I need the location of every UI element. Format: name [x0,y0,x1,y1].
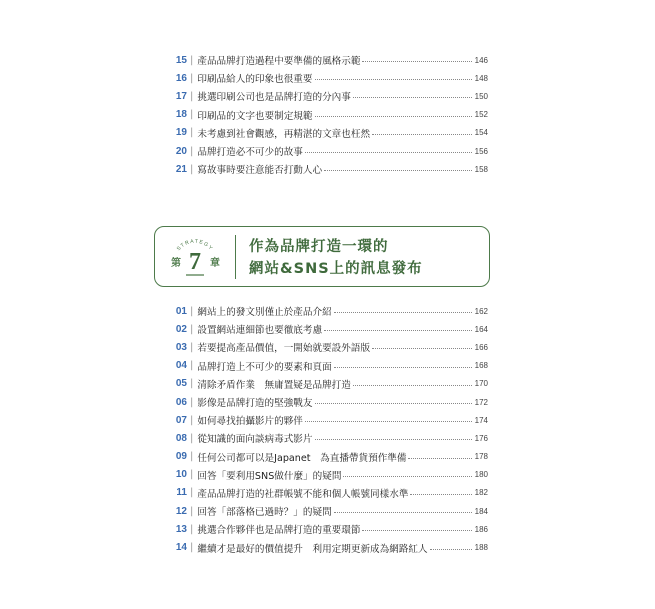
toc-entry-title: 如何尋找拍攝影片的夥伴 [197,416,303,428]
toc-entry-title: 品牌打造必不可少的故事 [197,147,303,159]
toc-entry-page: 154 [474,128,488,138]
toc-entry-divider: | [190,145,194,157]
toc-entry[interactable] [170,538,488,556]
toc-entry-number: 06 [175,396,187,408]
toc-entry-title: 回答「要利用SNS做什麼」的疑問 [197,470,342,482]
toc-entry-title: 影像是品牌打造的堅強戰友 [197,398,313,410]
toc-entry-number: 19 [175,127,187,139]
toc-entry-leader [305,152,472,153]
toc-entry-title: 回答「部落格已過時？」的疑問 [197,507,332,519]
toc-entry-title: 挑選印刷公司也是品牌打造的分內事 [197,92,351,104]
toc-entry-leader [410,494,472,495]
toc-entry[interactable] [170,484,488,502]
toc-entry-divider: | [190,523,194,535]
toc-entry-title: 若要提高產品價值，一開始就要設外語版 [197,343,371,355]
toc-entry-page: 182 [474,488,488,498]
toc-entry-divider: | [190,432,194,444]
toc-entry[interactable] [170,357,488,375]
chapter-strategy-label: STRATEGY [175,238,215,253]
toc-entry-page: 156 [474,146,488,156]
chapter-suffix: 章 [210,258,220,269]
toc-entry-title: 未考慮到社會觀感，再精湛的文章也枉然 [197,128,371,140]
toc-entry-divider: | [190,305,194,317]
toc-entry-leader [408,458,472,459]
toc-entry-page: 146 [474,55,488,65]
toc-entry-number: 04 [175,360,187,372]
toc-entry[interactable] [170,502,488,520]
toc-entry-page: 184 [474,506,488,516]
toc-entry-divider: | [190,360,194,372]
toc-entry-number: 02 [175,323,187,335]
toc-entry-divider: | [190,72,194,84]
toc-entry-leader [315,439,473,440]
toc-entry-divider: | [190,396,194,408]
chapter-prefix: 第 [171,258,181,269]
chapter-badge-graphic [155,227,235,287]
toc-entry-page: 176 [474,433,488,443]
toc-entry-number: 14 [175,542,187,554]
toc-entry-number: 11 [176,487,187,499]
toc-entry[interactable] [170,393,488,411]
toc-entry[interactable] [170,520,488,538]
toc-entry-leader [430,549,472,550]
toc-entry[interactable] [170,338,488,356]
toc-entry-leader [372,134,472,135]
chapter-header [154,226,490,287]
toc-entry-number: 01 [175,305,187,317]
toc-entry-title: 寫故事時要注意能否打動人心 [197,165,323,177]
toc-entry-leader [362,61,472,62]
toc-entry[interactable] [170,320,488,338]
toc-entry-divider: | [190,451,194,463]
toc-entry[interactable] [170,160,488,178]
toc-entry[interactable] [170,87,488,105]
toc-entry-divider: | [190,414,194,426]
toc-entry-page: 158 [474,164,488,174]
toc-entry-leader [324,170,472,171]
toc-entry-number: 08 [175,432,187,444]
chapter-badge [155,227,235,287]
toc-entry-title: 設置網站連細節也要徹底考慮 [197,325,323,337]
toc-entry-page: 168 [474,361,488,371]
toc-entry-number: 17 [175,90,187,102]
toc-entry-number: 03 [175,341,187,353]
toc-entry-title: 任何公司都可以是Japanet 為直播帶貨預作準備 [197,452,407,464]
toc-entry-leader [334,367,472,368]
toc-entry[interactable] [170,69,488,87]
toc-entry-page: 162 [474,306,488,316]
toc-entry-title: 繼續才是最好的價值提升 利用定期更新成為網路紅人 [197,543,428,555]
toc-entry-number: 07 [175,414,187,426]
toc-entry-page: 178 [474,452,488,462]
toc-entry-title: 挑選合作夥伴也是品牌打造的重要環節 [197,525,361,537]
toc-entry[interactable] [170,466,488,484]
toc-entry-divider: | [190,163,194,175]
toc-entry[interactable] [170,375,488,393]
toc-entry-divider: | [190,378,194,390]
toc-entry[interactable] [170,448,488,466]
toc-entry-divider: | [190,487,194,499]
toc-entry-page: 172 [474,397,488,407]
chapter-title-line1: 作為品牌打造一環的 [249,239,389,255]
toc-entry-leader [362,530,472,531]
toc-entry-divider: | [190,323,194,335]
toc-entry-leader [315,403,473,404]
toc-entry-number: 18 [175,109,187,121]
toc-entry-page: 166 [474,342,488,352]
toc-entry-title: 從知識的面向談病毒式影片 [197,434,313,446]
toc-entry-number: 05 [175,378,187,390]
toc-entry-page: 148 [474,73,488,83]
toc-entry-leader [334,512,472,513]
chapter-title [249,236,423,280]
toc-entry-divider: | [190,341,194,353]
toc-entry[interactable] [170,51,488,69]
toc-entry-leader [353,97,472,98]
toc-entry-page: 186 [474,524,488,534]
toc-entry-number: 16 [175,72,187,84]
toc-entry-leader [315,79,473,80]
toc-entry-divider: | [190,469,194,481]
toc-list-top [170,51,488,178]
toc-entry-title: 網站上的發文別僅止於產品介紹 [197,307,332,319]
toc-entry-leader [343,476,472,477]
toc-entry-title: 產品品牌打造的社群帳號不能和個人帳號同樣水準 [197,488,409,500]
toc-list-bottom [170,302,488,557]
toc-entry[interactable] [170,302,488,320]
toc-entry-page: 180 [474,470,488,480]
toc-entry-title: 印刷品的文字也要制定規範 [197,110,313,122]
toc-entry[interactable] [170,124,488,142]
toc-entry-title: 品牌打造上不可少的要素和頁面 [197,361,332,373]
toc-entry-title: 印刷品給人的印象也很重要 [197,74,313,86]
toc-entry-page: 150 [474,91,488,101]
toc-entry-number: 12 [175,505,187,517]
toc-entry-title: 清除矛盾作業 無庸置疑是品牌打造 [197,379,351,391]
toc-entry-leader [315,116,473,117]
toc-entry-divider: | [190,542,194,554]
chapter-separator [235,235,236,279]
toc-entry-page: 152 [474,110,488,120]
toc-entry-number: 21 [175,163,187,175]
chapter-title-line2: 網站&SNS上的訊息發布 [249,261,423,277]
toc-entry-leader [305,421,472,422]
toc-entry-page: 164 [474,324,488,334]
toc-entry[interactable] [170,411,488,429]
toc-entry[interactable] [170,106,488,124]
toc-entry-number: 10 [175,469,187,481]
toc-entry-leader [324,330,472,331]
toc-entry-number: 15 [175,54,187,66]
toc-entry-divider: | [190,90,194,102]
toc-entry[interactable] [170,429,488,447]
toc-entry-divider: | [190,54,194,66]
toc-entry-page: 188 [474,543,488,553]
toc-entry-number: 09 [175,451,187,463]
chapter-number: 7 [189,249,201,275]
toc-entry-leader [372,348,472,349]
toc-entry-divider: | [190,109,194,121]
toc-entry-page: 174 [474,415,488,425]
toc-entry-divider: | [190,505,194,517]
toc-entry-leader [353,385,472,386]
toc-entry[interactable] [170,142,488,160]
toc-entry-page: 170 [474,379,488,389]
toc-entry-number: 20 [175,145,187,157]
toc-entry-divider: | [190,127,194,139]
toc-entry-title: 產品品牌打造過程中要準備的風格示範 [197,56,361,68]
toc-entry-number: 13 [175,523,187,535]
toc-entry-leader [334,312,472,313]
